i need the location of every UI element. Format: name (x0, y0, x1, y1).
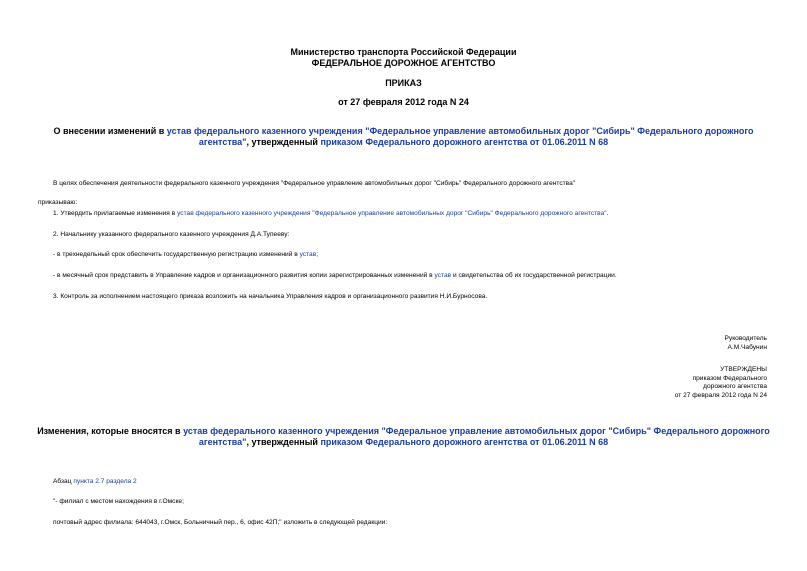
item-3: 3. Контроль за исполнением настоящего приказа возложить на начальника Управления кадров и организационного развития Н.И.Бурносова. (53, 293, 488, 300)
signer-name: А.М.Чабунин (727, 343, 767, 351)
changes-order-link[interactable]: приказом Федерального дорожного агентства от 01.06.2011 N 68 (320, 437, 609, 447)
dash-1-charter-link[interactable]: устав (299, 251, 317, 258)
charter-link-cont[interactable]: агентства" (198, 137, 247, 147)
changes-title-line2 (0, 437, 807, 448)
document-date: от 27 февраля 2012 года N 24 (338, 97, 469, 107)
dash-2-text: - в месячный срок представить в Управление кадров и организационного развития копии зарегистрированных изменений в (53, 272, 435, 279)
document-type: ПРИКАЗ (385, 78, 422, 88)
document-title (0, 126, 807, 137)
approval-block (675, 366, 767, 400)
quoted-line-1: "- филиал с местом нахождения в г.Омске; (53, 498, 184, 505)
changes-charter-link-cont[interactable]: агентства" (198, 437, 247, 447)
intro-paragraph: В целях обеспечения деятельности федерального казенного учреждения "Федеральное управление автомобильных дорог "Сибирь" Федерального дорожного агентства" (53, 180, 576, 187)
item-1-text: 1. Утвердить прилагаемые изменения в (53, 210, 178, 217)
changes-title-text: Изменения, которые вносятся в (37, 426, 184, 436)
dash-1-end: ; (316, 251, 319, 258)
approval-line-2: приказом Федерального (692, 374, 767, 382)
quoted-line-2: почтовый адрес филиала: 644043, г.Омск, Больничный пер., 6, офис 42П;" изложить в следующей редакции: (53, 519, 388, 526)
clause-link[interactable]: пункта 2.7 раздела 2 (73, 478, 137, 485)
changes-charter-link[interactable]: устав федерального казенного учреждения "Федеральное управление автомобильных дорог "Сибирь" Федерального дорожного (183, 426, 770, 436)
item-2-dash-2 (53, 272, 617, 280)
dash-1-text: - в трехнедельный срок обеспечить государственную регистрацию изменений в (53, 251, 300, 258)
item-2-dash-1 (53, 251, 318, 259)
title-text: О внесении изменений в (53, 126, 167, 136)
signer-position: Руководитель (724, 335, 767, 342)
changes-title-text-2: , утвержденный (246, 437, 321, 447)
charter-link[interactable]: устав федерального казенного учреждения "Федеральное управление автомобильных дорог "Сибирь" Федерального дорожного (166, 126, 754, 136)
order-link[interactable]: приказом Федерального дорожного агентства от 01.06.2011 N 68 (320, 137, 609, 147)
paragraph-reference (53, 478, 137, 486)
approval-line-1: УТВЕРЖДЕНЫ (720, 366, 767, 373)
order-word: приказываю: (38, 199, 78, 206)
item-1-charter-link[interactable]: устав федерального казенного учреждения "Федеральное управление автомобильных дорог "Сибирь" Федерального дорожного агентства" (177, 210, 607, 217)
changes-title (0, 426, 807, 437)
approval-line-4: от 27 февраля 2012 года N 24 (674, 391, 767, 399)
ministry-name: Министерство транспорта Российской Федерации (290, 47, 517, 57)
dash-2-end: и свидетельства об их государственной регистрации. (451, 272, 617, 279)
dash-2-charter-link[interactable]: устав (434, 272, 452, 279)
title-text-2: , утвержденный (246, 137, 321, 147)
paragraph-word: Абзац (53, 478, 74, 485)
approval-line-3: дорожного агентства (703, 383, 767, 390)
item-1 (53, 210, 608, 218)
item-2: 2. Начальнику указанного федерального казенного учреждения Д.А.Тупееву: (53, 231, 290, 238)
agency-name: ФЕДЕРАЛЬНОЕ ДОРОЖНОЕ АГЕНТСТВО (311, 58, 496, 68)
item-1-end: . (606, 210, 609, 217)
signature-block (725, 335, 767, 352)
document-title-line2 (0, 137, 807, 148)
